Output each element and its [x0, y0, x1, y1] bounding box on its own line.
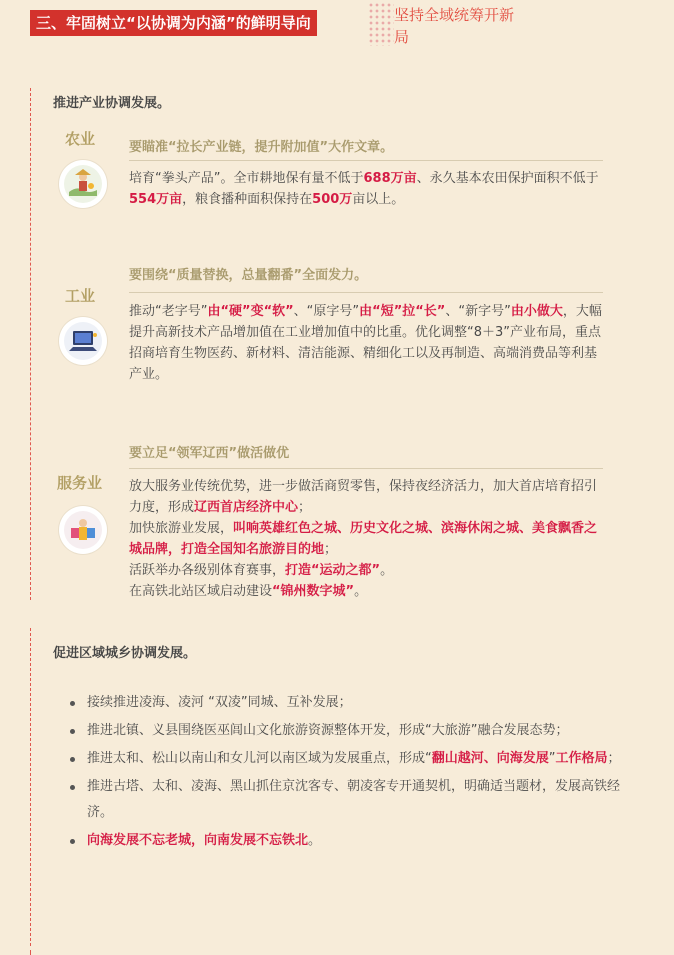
highlight-text: 688万亩	[363, 171, 417, 186]
highlight-text: 叫响英雄红色之城、历史文化之城、滨海休闲之城、美食飘香之城品牌，打造全国知名旅游目的地	[129, 521, 598, 557]
body-text: 、“原字号”	[293, 304, 360, 319]
body-text: ；	[607, 751, 621, 766]
section-title: 推进产业协调发展。	[53, 96, 171, 111]
body-text: ；	[298, 500, 312, 515]
agriculture-label: 农业	[65, 130, 96, 148]
urban-rural-section	[30, 628, 650, 946]
body-text: 推进古塔、太和、凌海、黑山抓住京沈客专、朝凌客专开通契机，明确适当题材，发展高铁经济。	[87, 779, 621, 820]
list-item	[65, 690, 625, 716]
highlight-text: 由“硬”变“软”	[207, 304, 294, 319]
industry-body	[129, 301, 603, 385]
highlight-text: “锦州数字城”	[272, 584, 355, 599]
industry-heading: 要围绕“质量替换，总量翻番”全面发力。	[129, 268, 368, 283]
highlight-text: 翻山越河、向海发展	[431, 751, 549, 766]
body-text: 接续推进凌海、凌河 “双凌”同城、互补发展；	[87, 695, 352, 710]
body-text: 推进北镇、义县围绕医巫闾山文化旅游资源整体开发，形成“大旅游”融合发展态势；	[87, 723, 569, 738]
dot-pattern	[368, 2, 394, 46]
body-text: ，大幅提升高新技术产品增加值在工业增加值中的比重。优化调整“8＋3”产业布局，重点招商培育生物医药、新材料、清洁能源、精细化工以及再制造、高端消费品等利基产业。	[129, 304, 602, 382]
bullet-list	[65, 690, 625, 856]
body-text: 。	[380, 563, 394, 578]
highlight-text: 打造“运动之都”	[285, 563, 381, 578]
body-text: 。	[354, 584, 368, 599]
body-text: 在高铁北站区域启动建设	[129, 584, 273, 599]
body-text: 、“新字号”	[445, 304, 511, 319]
service-line	[129, 518, 603, 560]
list-item	[65, 718, 625, 744]
body-text: 活跃举办各级别体育赛事，	[129, 563, 286, 578]
highlight-text: 554万亩	[129, 192, 183, 207]
agriculture-heading: 要瞄准“拉长产业链，提升附加值”大作文章。	[129, 140, 394, 155]
highlight-text: 500万	[312, 192, 353, 207]
list-item	[65, 828, 625, 854]
service-line	[129, 560, 603, 581]
list-item	[65, 774, 625, 826]
dashed-line	[30, 950, 31, 955]
service-body	[129, 476, 603, 602]
list-item	[65, 746, 625, 772]
section-subtitle: 坚持全域统筹开新局	[394, 6, 515, 46]
body-text: 亩以上。	[352, 192, 405, 207]
header	[0, 0, 674, 60]
section-heading: 三、牢固树立“以协调为内涵”的鲜明导向	[30, 10, 317, 36]
agriculture-body	[129, 168, 603, 210]
computer-icon	[59, 317, 107, 365]
highlight-text: 由“短”拉“长”	[359, 304, 446, 319]
divider	[129, 292, 603, 293]
highlight-text: 由小做大	[510, 304, 563, 319]
industry-coordination-section	[30, 88, 650, 600]
body-text: ，粮食播种面积保持在	[182, 192, 313, 207]
body-text: 放大服务业传统优势，进一步做活商贸零售，保持夜经济活力，加大首店培育招引力度，形成	[129, 479, 598, 515]
body-text: 推动“老字号”	[129, 304, 208, 319]
industry-label: 工业	[65, 287, 96, 305]
body-text: 加快旅游业发展，	[129, 521, 234, 536]
service-line	[129, 476, 603, 518]
highlight-text: 工作格局	[555, 751, 608, 766]
body-text: 培育“拳头产品”。全市耕地保有量不低于	[129, 171, 364, 186]
body-text: ；	[324, 542, 338, 557]
body-text: ”	[548, 751, 556, 766]
highlight-text: 向海发展不忘老城，向南发展不忘铁北	[87, 833, 309, 848]
body-text: 推进太和、松山以南山和女儿河以南区域为发展重点，形成“	[87, 751, 432, 766]
shopping-icon	[59, 506, 107, 554]
divider	[129, 160, 603, 161]
body-text: 。	[308, 833, 322, 848]
divider	[129, 468, 603, 469]
service-heading: 要立足“领军辽西”做活做优	[129, 446, 290, 461]
highlight-text: 辽西首店经济中心	[194, 500, 299, 515]
farmer-icon	[59, 160, 107, 208]
service-line	[129, 581, 603, 602]
section-title: 促进区域城乡协调发展。	[53, 646, 197, 661]
body-text: 、永久基本农田保护面积不低于	[416, 171, 599, 186]
service-label: 服务业	[57, 474, 103, 492]
